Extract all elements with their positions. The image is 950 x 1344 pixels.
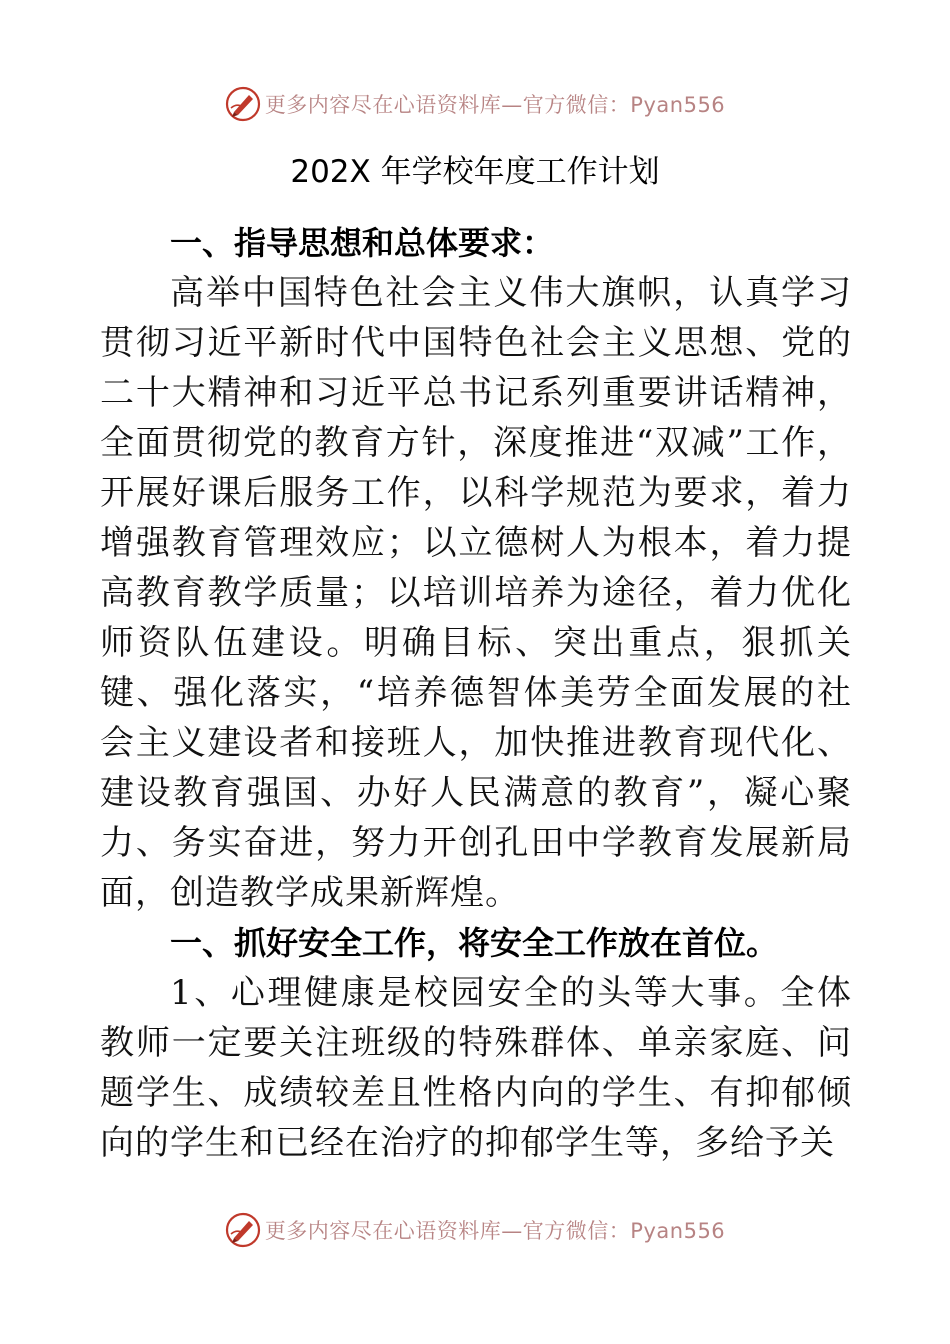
watermark-text: 更多内容尽在心语资料库—官方微信：Pyan556 (264, 1219, 726, 1243)
section-paragraph-safety: 1、心理健康是校园安全的头等大事。全体教师一定要关注班级的特殊群体、单亲家庭、问题学生、成绩较差且性格内向的学生、有抑郁倾向的学生和已经在治疗的抑郁学生等，多给予关 (100, 973, 852, 1163)
watermark-text: 更多内容尽在心语资料库—官方微信：Pyan556 (264, 93, 726, 117)
watermark-footer (0, 1208, 950, 1252)
pen-logo-icon (225, 1212, 261, 1248)
document-body (100, 218, 852, 1168)
section-heading-safety: 一、抓好安全工作，将安全工作放在首位。 (170, 924, 779, 962)
document-title: 202X 年学校年度工作计划 (290, 154, 660, 190)
pen-logo-icon (225, 86, 261, 122)
watermark-header (0, 82, 950, 126)
section-heading-guiding-thought: 一、指导思想和总体要求： (170, 224, 555, 262)
section-paragraph-guiding-thought: 高举中国特色社会主义伟大旗帜，认真学习贯彻习近平新时代中国特色社会主义思想、党的二十大精神和习近平总书记系列重要讲话精神，全面贯彻党的教育方针，深度推进“双减”工作，开展好课后服务工作，以科学规范为要求，着力增强教育管理效应；以立德树人为根本，着力提高教育教学质量；以培训培养为途径，着力优化师资队伍建设。明确目标、突出重点，狠抓关键、强化落实，“培养德智体美劳全面发展的社会主义建设者和接班人，加快推进教育现代化、建设教育强国、办好人民满意的教育”，凝心聚力、务实奋进，努力开创孔田中学教育发展新局面，创造教学成果新辉煌。 (100, 273, 852, 913)
